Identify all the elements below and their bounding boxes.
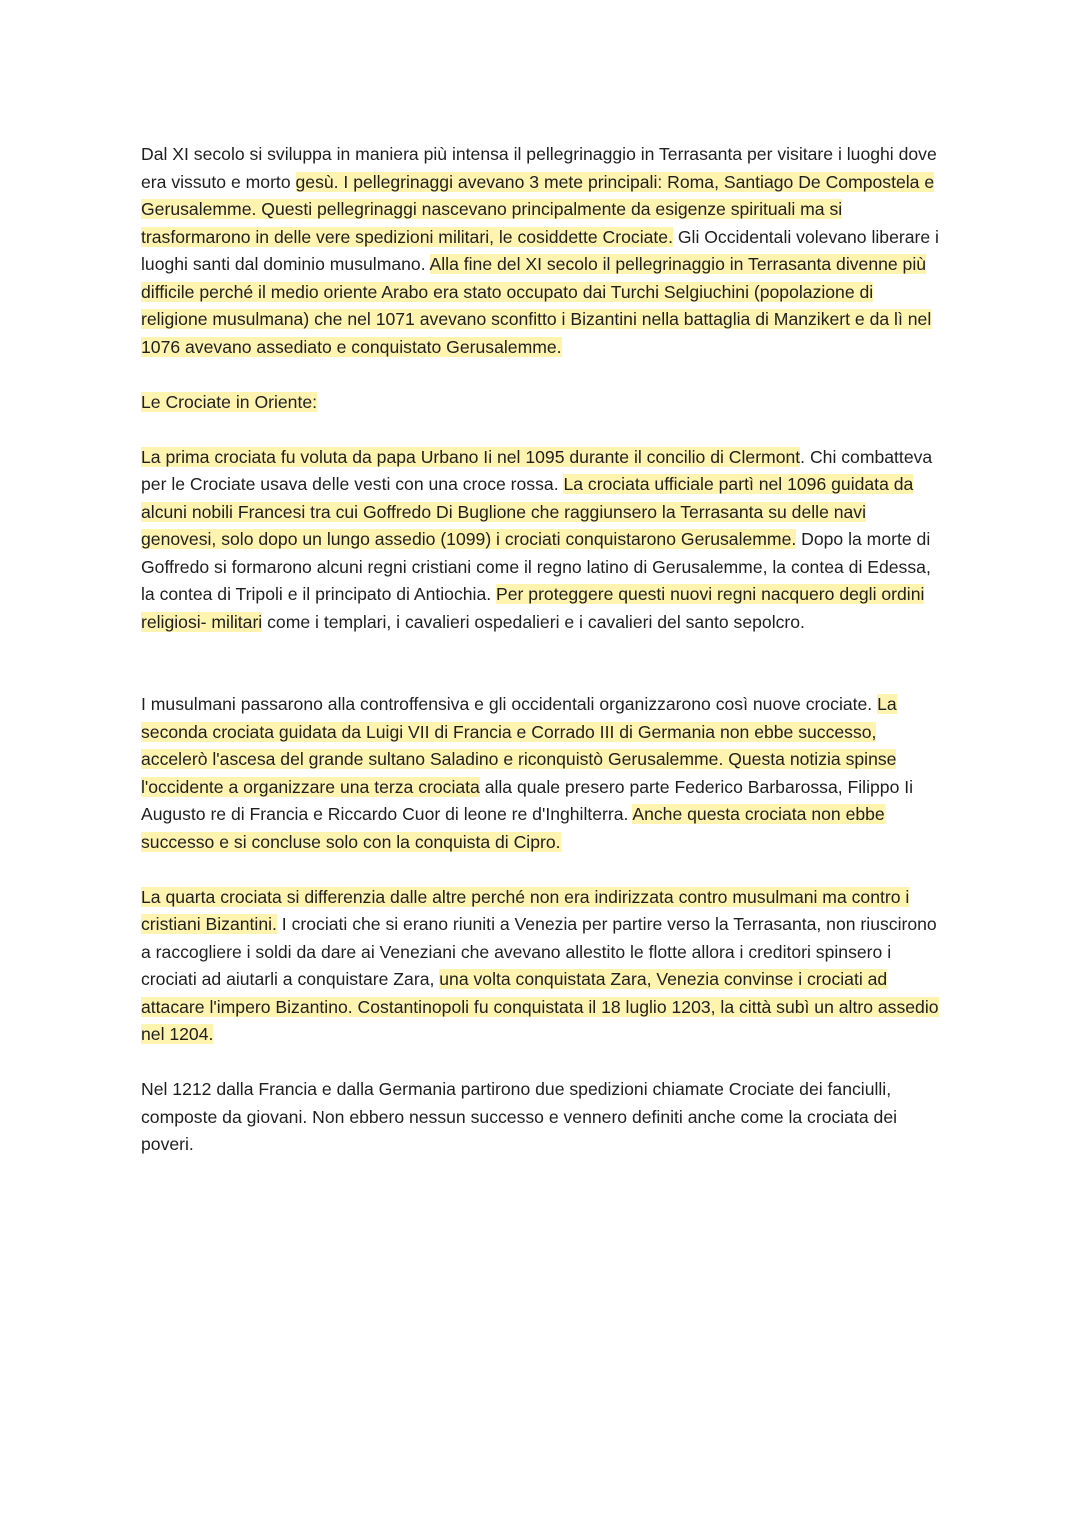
section-heading-crociate-in-oriente bbox=[141, 389, 941, 417]
text-run: Gli Occidentali volevano liberare i luoghi santi dal dominio musulmano. bbox=[141, 226, 939, 274]
highlighted-text: una volta conquistata Zara, Venezia convinse i crociati ad attacare l'impero Bizantino. Costantinopoli fu conquistata il 18 luglio 1203, la città subì un altro assedio nel 1204. bbox=[141, 969, 939, 1044]
highlighted-text: Le Crociate in Oriente: bbox=[141, 391, 318, 412]
highlighted-text: La quarta crociata si differenzia dalle altre perché non era indirizzata contro musulmani ma contro i cristiani Bizantini. bbox=[141, 886, 910, 934]
paragraph-children-crusade bbox=[141, 1076, 941, 1159]
document-body bbox=[141, 141, 941, 1186]
paragraph-fourth-crusade bbox=[141, 884, 941, 1049]
highlighted-text: La seconda crociata guidata da Luigi VII di Francia e Corrado III di Germania non ebbe successo, accelerò l'ascesa del grande sultano Saladino e riconquistò Gerusalemme. Questa notizia spinse l'occidente a organizzare una terza crociata bbox=[141, 694, 897, 797]
text-run: come i templari, i cavalieri ospedalieri e i cavalieri del santo sepolcro. bbox=[262, 611, 805, 632]
text-run: I musulmani passarono alla controffensiva e gli occidentali organizzarono così nuove crociate. bbox=[141, 694, 878, 714]
highlighted-text: gesù. I pellegrinaggi avevano 3 mete principali: Roma, Santiago De Compostela e Gerusalemme. Questi pellegrinaggi nascevano principalmente da esigenze spirituali ma si trasformarono in delle vere spedizioni militari, le cosiddette Crociate. bbox=[141, 171, 935, 247]
highlighted-text: Alla fine del XI secolo il pellegrinaggio in Terrasanta divenne più difficile perché il medio oriente Arabo era stato occupato dai Turchi Selgiuchini (popolazione di religione musulmana) che nel 1071 avevano sconfitto i Bizantini nella battaglia di Manzikert e da lì nel 1076 avevano assediato e conquistato Gerusalemme. bbox=[141, 254, 932, 357]
highlighted-text: Per proteggere questi nuovi regni nacquero degli ordini religiosi- militari bbox=[141, 584, 925, 632]
paragraph-second-third-crusade bbox=[141, 691, 941, 856]
paragraph-pilgrimage bbox=[141, 141, 941, 361]
paragraph-first-crusade bbox=[141, 444, 941, 637]
text-run: Nel 1212 dalla Francia e dalla Germania partirono due spedizioni chiamate Crociate dei fanciulli, composte da giovani. Non ebbero nessun successo e vennero definiti anche come la crociata dei poveri. bbox=[141, 1079, 898, 1154]
highlighted-text: Anche questa crociata non ebbe successo e si concluse solo con la conquista di Cipro. bbox=[141, 804, 885, 852]
text-run: I crociati che si erano riuniti a Venezia per partire verso la Terrasanta, non riuscirono a raccogliere i soldi da dare ai Veneziani che avevano allestito le flotte allora i creditori spinsero i crociati ad aiutarli a conquistare Zara, bbox=[141, 914, 937, 989]
text-run: Dopo la morte di Goffredo si formarono alcuni regni cristiani come il regno latino di Gerusalemme, la contea di Edessa, la contea di Tripoli e il principato di Antiochia. bbox=[141, 529, 931, 604]
text-run: . Chi combatteva per le Crociate usava delle vesti con una croce rossa. bbox=[141, 446, 933, 494]
text-run: alla quale presero parte Federico Barbarossa, Filippo Ii Augusto re di Francia e Riccardo Cuor di leone re d'Inghilterra. bbox=[141, 776, 914, 824]
highlighted-text: La crociata ufficiale partì nel 1096 guidata da alcuni nobili Francesi tra cui Goffredo Di Buglione che raggiunsero la Terrasanta su delle navi genovesi, solo dopo un lungo assedio (1099) i crociati conquistarono Gerusalemme. bbox=[141, 474, 914, 549]
text-run: Dal XI secolo si sviluppa in maniera più intensa il pellegrinaggio in Terrasanta per visitare i luoghi dove era vissuto e morto bbox=[141, 144, 937, 192]
highlighted-text: La prima crociata fu voluta da papa Urbano Ii nel 1095 durante il concilio di Clermont bbox=[141, 446, 801, 467]
